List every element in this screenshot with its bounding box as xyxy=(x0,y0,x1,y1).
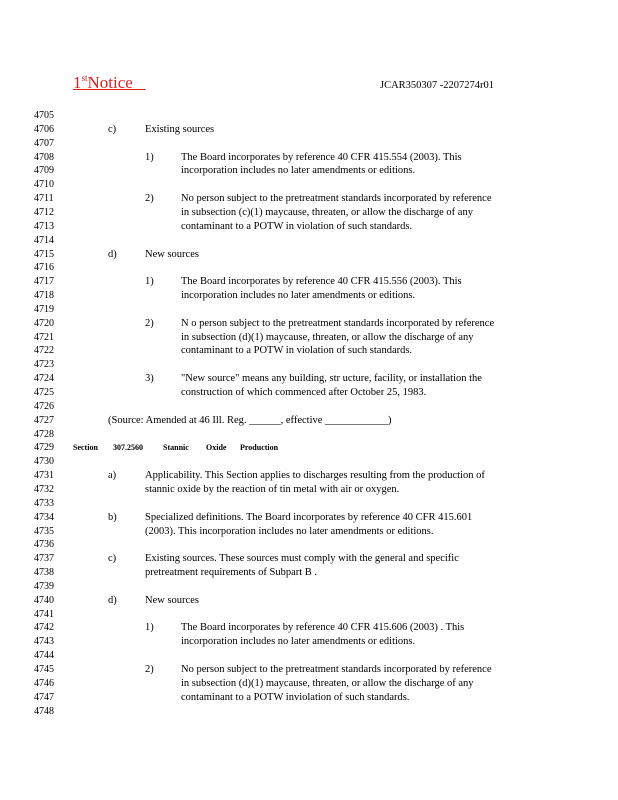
section-heading-text: 307.2560 xyxy=(113,443,143,453)
document-line xyxy=(0,580,618,594)
line-number: 4738 xyxy=(34,567,54,579)
notice-number: 1 xyxy=(73,73,82,92)
document-line xyxy=(0,608,618,622)
document-line xyxy=(0,538,618,552)
line-text: d) xyxy=(108,594,117,606)
line-number: 4722 xyxy=(34,345,54,357)
document-line xyxy=(0,206,618,220)
line-text: 1) xyxy=(145,151,154,163)
document-line xyxy=(0,234,618,248)
notice-ordinal: st xyxy=(81,73,88,83)
line-text: 3) xyxy=(145,373,154,385)
line-text: in subsection (d)(1) maycause, threaten, or allow the discharge of any xyxy=(181,677,474,689)
document-line xyxy=(0,164,618,178)
line-text: Specialized definitions. The Board incorporates by reference 40 CFR 415.601 xyxy=(145,511,473,523)
document-line xyxy=(0,552,618,566)
section-heading-text: Production xyxy=(240,443,279,453)
document-line xyxy=(0,469,618,483)
line-text: contaminant to a POTW in violation of such standards. xyxy=(181,345,413,357)
line-number: 4733 xyxy=(34,497,54,509)
document-line xyxy=(0,635,618,649)
line-text: b) xyxy=(108,511,117,523)
line-text: The Board incorporates by reference 40 CFR 415.606 (2003) . This xyxy=(181,622,465,634)
document-line xyxy=(0,372,618,386)
line-text: Applicability. This Section applies to discharges resulting from the production of xyxy=(145,470,485,482)
line-text: construction of which commenced after October 25, 1983. xyxy=(181,387,427,398)
line-text: incorporation includes no later amendments or editions. xyxy=(181,636,416,648)
line-number: 4707 xyxy=(34,137,54,149)
document-line xyxy=(0,400,618,414)
line-number: 4713 xyxy=(34,220,54,232)
line-text: pretreatment requirements of Subpart B . xyxy=(145,567,318,579)
document-line xyxy=(0,691,618,705)
document-line xyxy=(0,414,618,428)
document-line xyxy=(0,441,618,455)
line-number: 4732 xyxy=(34,483,54,495)
line-text: "New source" means any building, str ucture, facility, or installation the xyxy=(181,373,482,385)
line-number: 4736 xyxy=(34,539,54,551)
section-heading-text: Oxide xyxy=(206,443,227,453)
line-text: New sources xyxy=(145,594,199,606)
line-number: 4740 xyxy=(34,594,54,606)
line-text: No person subject to the pretreatment standards incorporated by reference xyxy=(181,664,492,675)
line-text: (2003). This incorporation includes no later amendments or editions. xyxy=(145,525,434,537)
line-number: 4724 xyxy=(34,373,54,385)
document-line xyxy=(0,303,618,317)
document-code: JCAR350307 -2207274r01 xyxy=(380,80,495,91)
document-line xyxy=(0,455,618,469)
line-text: 2) xyxy=(145,317,154,329)
line-text: 2) xyxy=(145,664,154,675)
line-number: 4720 xyxy=(34,317,54,329)
line-text: incorporation includes no later amendments or editions. xyxy=(181,290,416,302)
document-line xyxy=(0,663,618,677)
line-number: 4725 xyxy=(34,387,54,398)
line-text: No person subject to the pretreatment standards incorporated by reference xyxy=(181,193,492,205)
line-text: New sources xyxy=(145,248,199,260)
document-line xyxy=(0,331,618,345)
section-heading-text: Stannic xyxy=(163,443,189,453)
line-text: 2) xyxy=(145,193,154,205)
line-text: in subsection (d)(1) maycause, threaten, or allow the discharge of any xyxy=(181,331,474,343)
line-number: 4747 xyxy=(34,691,54,703)
document-line xyxy=(0,220,618,234)
document-line xyxy=(0,344,618,358)
document-line xyxy=(0,621,618,635)
line-text: (Source: Amended at 46 Ill. Reg. ______, effective ____________) xyxy=(108,414,392,426)
line-number: 4735 xyxy=(34,525,54,537)
line-text: N o person subject to the pretreatment standards incorporated by reference xyxy=(181,317,495,329)
document-line xyxy=(0,483,618,497)
document-line xyxy=(0,248,618,262)
line-number: 4721 xyxy=(34,331,54,343)
line-number: 4716 xyxy=(34,262,54,274)
line-number: 4743 xyxy=(34,636,54,648)
line-number: 4705 xyxy=(34,110,54,121)
line-text: 1) xyxy=(145,276,154,288)
line-number: 4719 xyxy=(34,303,54,315)
document-line xyxy=(0,511,618,525)
line-number: 4708 xyxy=(34,151,54,163)
line-text: The Board incorporates by reference 40 CFR 415.556 (2003). This xyxy=(181,276,462,288)
line-number: 4709 xyxy=(34,165,54,177)
document-line xyxy=(0,594,618,608)
document-line xyxy=(0,497,618,511)
line-text: 1) xyxy=(145,622,154,634)
document-line xyxy=(0,109,618,123)
document-line xyxy=(0,151,618,165)
document-line xyxy=(0,358,618,372)
line-number: 4715 xyxy=(34,248,54,260)
line-text: Existing sources xyxy=(145,123,215,135)
line-number: 4739 xyxy=(34,580,54,592)
line-text: contaminant to a POTW in violation of such standards. xyxy=(181,220,413,232)
line-number: 4711 xyxy=(34,193,54,205)
document-line xyxy=(0,317,618,331)
line-text: c) xyxy=(108,123,117,135)
document-line xyxy=(0,192,618,206)
line-number: 4712 xyxy=(34,206,54,218)
line-number: 4706 xyxy=(34,123,54,135)
line-number: 4742 xyxy=(34,622,54,634)
document-line xyxy=(0,677,618,691)
line-number: 4723 xyxy=(34,359,54,371)
line-text: in subsection (c)(1) maycause, threaten, or allow the discharge of any xyxy=(181,206,473,218)
document-line xyxy=(0,705,618,719)
line-number: 4710 xyxy=(34,179,54,191)
line-text: stannic oxide by the reaction of tin metal with air or oxygen. xyxy=(145,483,400,495)
line-number: 4727 xyxy=(34,414,54,426)
document-line xyxy=(0,525,618,539)
notice-word: Notice xyxy=(87,73,133,92)
line-text: incorporation includes no later amendments or editions. xyxy=(181,165,416,177)
line-number: 4726 xyxy=(34,400,54,412)
document-line xyxy=(0,178,618,192)
document-line xyxy=(0,261,618,275)
line-number: 4718 xyxy=(34,290,54,302)
document-line xyxy=(0,566,618,580)
document-line xyxy=(0,289,618,303)
document-line xyxy=(0,386,618,400)
line-text: Existing sources. These sources must comply with the general and specific xyxy=(145,553,459,565)
line-number: 4731 xyxy=(34,470,54,482)
line-number: 4729 xyxy=(34,442,54,454)
line-text: a) xyxy=(108,470,117,482)
line-number: 4734 xyxy=(34,511,54,523)
line-number: 4746 xyxy=(34,677,54,689)
line-number: 4748 xyxy=(34,705,54,717)
line-number: 4730 xyxy=(34,456,54,468)
line-text: c) xyxy=(108,553,117,565)
line-number: 4744 xyxy=(34,650,54,662)
section-heading-text: Section xyxy=(73,443,98,453)
line-text: d) xyxy=(108,248,117,260)
line-number: 4745 xyxy=(34,664,54,675)
document-line xyxy=(0,275,618,289)
line-text: The Board incorporates by reference 40 CFR 415.554 (2003). This xyxy=(181,151,462,163)
line-number: 4714 xyxy=(34,234,54,246)
document-line xyxy=(0,428,618,442)
line-text: contaminant to a POTW inviolation of such standards. xyxy=(181,691,410,703)
line-number: 4728 xyxy=(34,428,54,440)
document-line xyxy=(0,649,618,663)
line-number: 4737 xyxy=(34,553,54,565)
line-number: 4717 xyxy=(34,276,54,288)
line-number: 4741 xyxy=(34,608,54,620)
document-line xyxy=(0,137,618,151)
document-line xyxy=(0,123,618,137)
